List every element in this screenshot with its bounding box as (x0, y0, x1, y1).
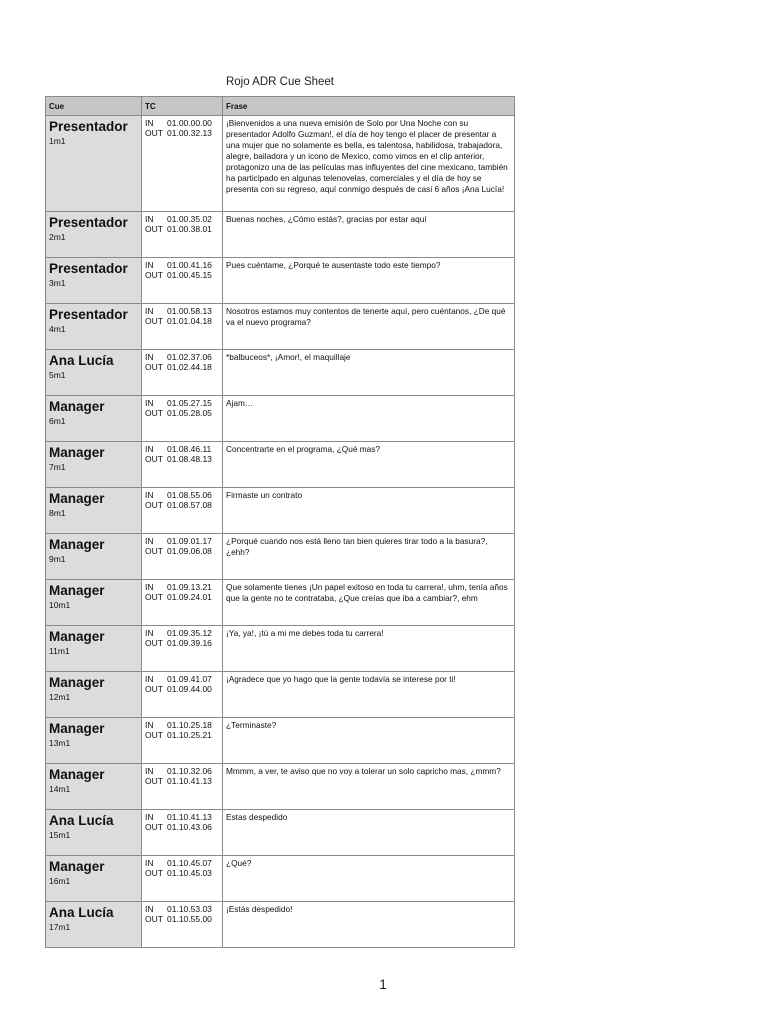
tc-in-label: IN (145, 536, 154, 546)
tc-in-value: 01.09.13.21 (167, 582, 212, 592)
tc-out-label: OUT (145, 868, 163, 878)
tc-out-value: 01.10.55.00 (167, 914, 212, 924)
tc-in-value: 01.00.58.13 (167, 306, 212, 316)
cue-id: 1m1 (49, 136, 66, 146)
cue-id: 6m1 (49, 416, 66, 426)
table-row (46, 626, 515, 672)
tc-out-value: 01.09.06.08 (167, 546, 212, 556)
character-name: Manager (49, 629, 105, 644)
tc-out-label: OUT (145, 128, 163, 138)
table-header-row (46, 97, 515, 116)
timecode-cell (142, 442, 223, 488)
table-row (46, 856, 515, 902)
tc-out-value: 01.10.45.03 (167, 868, 212, 878)
character-name: Manager (49, 583, 105, 598)
cue-cell (46, 856, 142, 902)
tc-out-label: OUT (145, 638, 163, 648)
tc-in-value: 01.00.35.02 (167, 214, 212, 224)
cue-cell (46, 304, 142, 350)
tc-out-value: 01.00.38.01 (167, 224, 212, 234)
cue-id: 9m1 (49, 554, 66, 564)
tc-out-value: 01.09.44.00 (167, 684, 212, 694)
tc-out-value: 01.10.41.13 (167, 776, 212, 786)
page-number: 1 (379, 976, 387, 992)
character-name: Ana Lucía (49, 905, 114, 920)
column-header-phrase: Frase (223, 97, 515, 116)
cue-cell (46, 350, 142, 396)
tc-in-value: 01.10.53.03 (167, 904, 212, 914)
timecode-cell (142, 626, 223, 672)
timecode-cell (142, 902, 223, 948)
cue-cell (46, 580, 142, 626)
character-name: Presentador (49, 119, 128, 134)
tc-out-label: OUT (145, 776, 163, 786)
tc-out-value: 01.05.28.05 (167, 408, 212, 418)
tc-in-label: IN (145, 858, 154, 868)
cue-id: 7m1 (49, 462, 66, 472)
tc-in-label: IN (145, 628, 154, 638)
table-row (46, 810, 515, 856)
tc-in-label: IN (145, 766, 154, 776)
tc-out-label: OUT (145, 914, 163, 924)
tc-out-value: 01.09.39.16 (167, 638, 212, 648)
table-row (46, 672, 515, 718)
character-name: Presentador (49, 261, 128, 276)
tc-in-value: 01.10.25.18 (167, 720, 212, 730)
table-row (46, 304, 515, 350)
cue-id: 14m1 (49, 784, 71, 794)
tc-in-value: 01.10.32.06 (167, 766, 212, 776)
cue-id: 5m1 (49, 370, 66, 380)
phrase-cell: ¿Qué? (223, 856, 515, 902)
phrase-cell: Firmaste un contrato (223, 488, 515, 534)
tc-in-value: 01.09.41.07 (167, 674, 212, 684)
phrase-cell: Nosotros estamos muy contentos de tenerte aquí, pero cuéntanos, ¿De qué va el nuevo programa? (223, 304, 515, 350)
timecode-cell (142, 534, 223, 580)
phrase-cell: ¡Estás despedido! (223, 902, 515, 948)
cue-id: 10m1 (49, 600, 71, 610)
cue-id: 13m1 (49, 738, 71, 748)
tc-in-label: IN (145, 260, 154, 270)
cue-id: 17m1 (49, 922, 71, 932)
table-row (46, 764, 515, 810)
character-name: Manager (49, 675, 105, 690)
table-row (46, 902, 515, 948)
cue-id: 8m1 (49, 508, 66, 518)
cue-table (45, 96, 515, 948)
table-row (46, 258, 515, 304)
tc-out-label: OUT (145, 546, 163, 556)
phrase-cell: ¡Ya, ya!, ¡tú a mi me debes toda tu carrera! (223, 626, 515, 672)
cue-cell (46, 212, 142, 258)
tc-in-label: IN (145, 398, 154, 408)
character-name: Manager (49, 445, 105, 460)
timecode-cell (142, 718, 223, 764)
cue-id: 3m1 (49, 278, 66, 288)
character-name: Manager (49, 859, 105, 874)
timecode-cell (142, 810, 223, 856)
phrase-cell: Ajam… (223, 396, 515, 442)
timecode-cell (142, 396, 223, 442)
cue-cell (46, 718, 142, 764)
tc-out-label: OUT (145, 316, 163, 326)
table-row (46, 488, 515, 534)
character-name: Manager (49, 491, 105, 506)
cue-cell (46, 442, 142, 488)
tc-in-label: IN (145, 720, 154, 730)
tc-out-value: 01.01.04.18 (167, 316, 212, 326)
timecode-cell (142, 116, 223, 212)
character-name: Presentador (49, 215, 128, 230)
tc-in-label: IN (145, 352, 154, 362)
cue-cell (46, 764, 142, 810)
tc-out-label: OUT (145, 684, 163, 694)
tc-out-label: OUT (145, 362, 163, 372)
table-row (46, 534, 515, 580)
phrase-cell: Que solamente tienes ¡Un papel exitoso en toda tu carrera!, uhm, tenía años que la gente no te contrataba, ¿Que creías que iba a cambiar?, ehm (223, 580, 515, 626)
cue-cell (46, 902, 142, 948)
timecode-cell (142, 350, 223, 396)
tc-in-value: 01.09.35.12 (167, 628, 212, 638)
character-name: Manager (49, 767, 105, 782)
table-row (46, 442, 515, 488)
tc-in-value: 01.08.46.11 (167, 444, 212, 454)
tc-out-value: 01.08.48.13 (167, 454, 212, 464)
tc-out-value: 01.09.24.01 (167, 592, 212, 602)
cue-id: 4m1 (49, 324, 66, 334)
tc-in-label: IN (145, 214, 154, 224)
cue-cell (46, 396, 142, 442)
tc-in-value: 01.00.00.00 (167, 118, 212, 128)
tc-out-value: 01.00.32.13 (167, 128, 212, 138)
page-title: Rojo ADR Cue Sheet (225, 76, 335, 88)
character-name: Manager (49, 399, 105, 414)
timecode-cell (142, 258, 223, 304)
cue-cell (46, 116, 142, 212)
cue-id: 11m1 (49, 646, 70, 656)
cue-id: 15m1 (49, 830, 71, 840)
cue-id: 12m1 (49, 692, 71, 702)
column-header-cue: Cue (46, 97, 142, 116)
timecode-cell (142, 304, 223, 350)
cue-cell (46, 810, 142, 856)
tc-out-value: 01.10.43.06 (167, 822, 212, 832)
tc-out-label: OUT (145, 822, 163, 832)
phrase-cell: Pues cuéntame, ¿Porqué te ausentaste todo este tiempo? (223, 258, 515, 304)
tc-in-label: IN (145, 118, 154, 128)
cue-id: 2m1 (49, 232, 66, 242)
tc-out-value: 01.00.45.15 (167, 270, 212, 280)
table-row (46, 116, 515, 212)
column-header-tc: TC (142, 97, 223, 116)
tc-in-label: IN (145, 306, 154, 316)
table-row (46, 396, 515, 442)
cue-id: 16m1 (49, 876, 71, 886)
tc-in-label: IN (145, 674, 154, 684)
character-name: Ana Lucía (49, 353, 114, 368)
character-name: Ana Lucía (49, 813, 114, 828)
phrase-cell: ¡Agradece que yo hago que la gente todavía se interese por ti! (223, 672, 515, 718)
tc-in-label: IN (145, 812, 154, 822)
tc-out-label: OUT (145, 224, 163, 234)
cue-cell (46, 258, 142, 304)
tc-out-value: 01.02.44.18 (167, 362, 212, 372)
cue-cell (46, 672, 142, 718)
timecode-cell (142, 764, 223, 810)
phrase-cell: *balbuceos*, ¡Amor!, el maquillaje (223, 350, 515, 396)
character-name: Manager (49, 537, 105, 552)
timecode-cell (142, 856, 223, 902)
phrase-cell: Concentrarte en el programa, ¿Qué mas? (223, 442, 515, 488)
tc-out-label: OUT (145, 730, 163, 740)
tc-in-value: 01.00.41.16 (167, 260, 212, 270)
timecode-cell (142, 672, 223, 718)
table-row (46, 212, 515, 258)
tc-out-value: 01.10.25.21 (167, 730, 212, 740)
tc-in-value: 01.02.37.06 (167, 352, 212, 362)
tc-out-label: OUT (145, 592, 163, 602)
cue-cell (46, 488, 142, 534)
tc-in-value: 01.05.27.15 (167, 398, 212, 408)
tc-in-value: 01.10.41.13 (167, 812, 212, 822)
tc-out-value: 01.08.57.08 (167, 500, 212, 510)
phrase-cell: Estas despedido (223, 810, 515, 856)
cue-cell (46, 534, 142, 580)
phrase-cell: ¿Porqué cuando nos está lleno tan bien quieres tirar todo a la basura?, ¿ehh? (223, 534, 515, 580)
tc-out-label: OUT (145, 270, 163, 280)
tc-in-value: 01.10.45.07 (167, 858, 212, 868)
character-name: Presentador (49, 307, 128, 322)
cue-cell (46, 626, 142, 672)
table-row (46, 718, 515, 764)
tc-in-value: 01.09.01.17 (167, 536, 212, 546)
tc-in-label: IN (145, 582, 154, 592)
timecode-cell (142, 488, 223, 534)
tc-in-value: 01.08.55.06 (167, 490, 212, 500)
phrase-cell: ¡Bienvenidos a una nueva emisión de Solo por Una Noche con su presentador Adolfo Guzman!, el día de hoy tengo el placer de presentar a una mujer que no solamente es bella, es talentosa, habilidosa, trabajadora, alegre, bailadora y un icono de Mexico, como vimos en el clip anterior, protagonizo una de las películas mas influyentes del cine mexicano, también ha participado en algunas telenovelas, comerciales y el día de hoy se presenta con su regreso, aquí conmigo después de casi 6 años ¡Ana Lucía! (223, 116, 515, 212)
character-name: Manager (49, 721, 105, 736)
tc-in-label: IN (145, 444, 154, 454)
timecode-cell (142, 580, 223, 626)
tc-out-label: OUT (145, 500, 163, 510)
table-row (46, 580, 515, 626)
tc-in-label: IN (145, 490, 154, 500)
phrase-cell: Buenas noches, ¿Cómo estás?, gracias por estar aquí (223, 212, 515, 258)
table-row (46, 350, 515, 396)
tc-in-label: IN (145, 904, 154, 914)
timecode-cell (142, 212, 223, 258)
tc-out-label: OUT (145, 408, 163, 418)
tc-out-label: OUT (145, 454, 163, 464)
phrase-cell: Mmmm, a ver, te aviso que no voy a tolerar un solo capricho mas, ¿mmm? (223, 764, 515, 810)
phrase-cell: ¿Terminaste? (223, 718, 515, 764)
